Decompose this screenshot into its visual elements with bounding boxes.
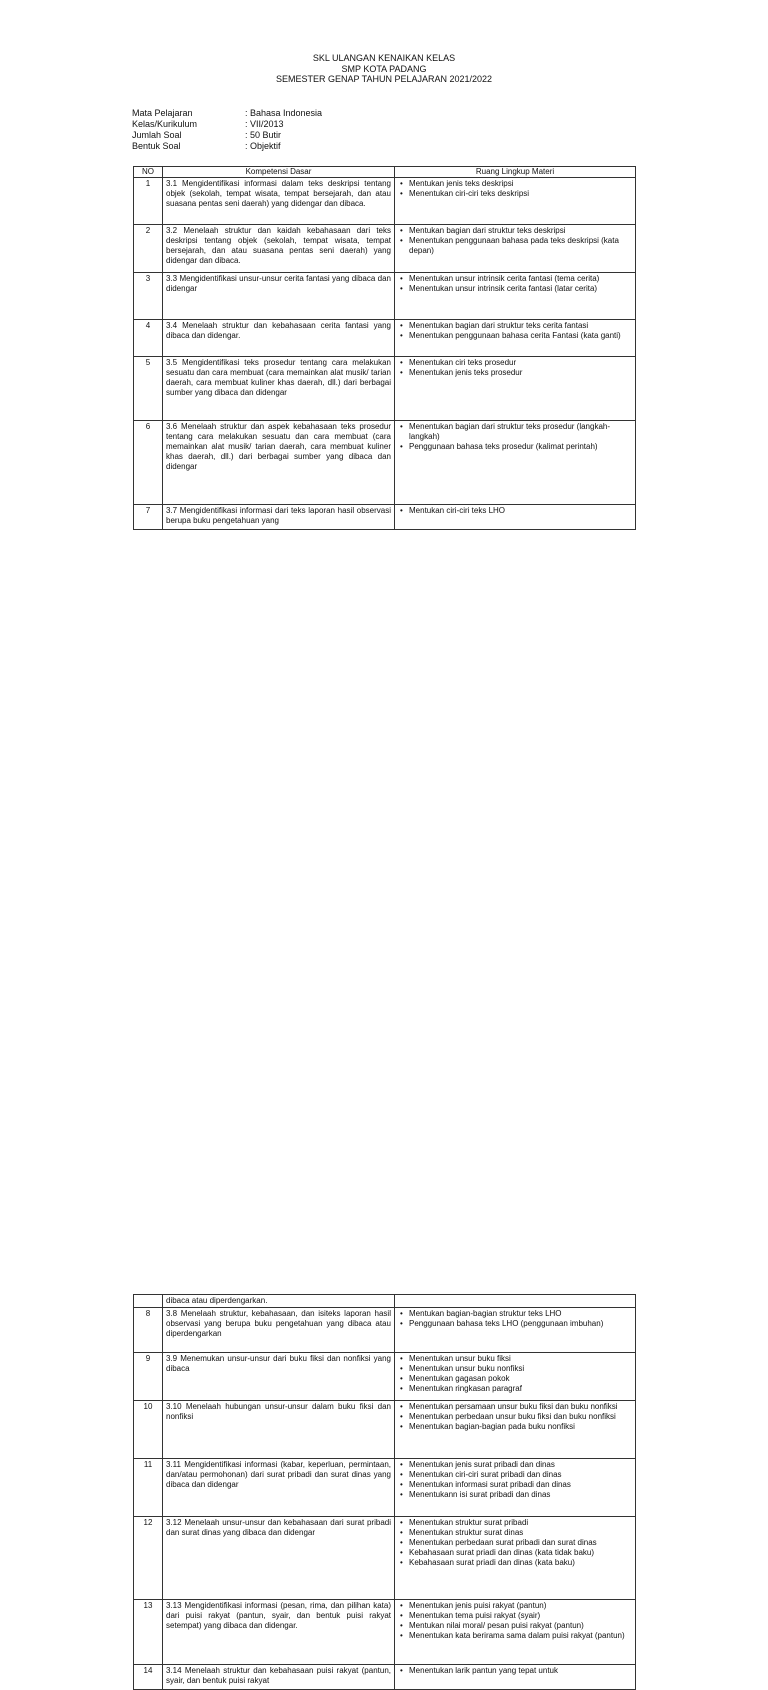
materi-item: • Menentukan bagian dari struktur teks prosedur (langkah-langkah) bbox=[398, 422, 632, 442]
materi-item: • Menentukan kata berirama sama dalam puisi rakyat (pantun) bbox=[398, 1631, 632, 1641]
materi-item: • Menentukan perbedaan surat pribadi dan surat dinas bbox=[398, 1538, 632, 1548]
competency-table-page-1 bbox=[133, 166, 636, 530]
row-number: 10 bbox=[134, 1401, 163, 1459]
competency-text: 3.2 Menelaah struktur dan kaidah kebahasaan dari teks deskripsi tentang objek (sekolah, tempat wisata, tempat bersejarah, dan atau suasana pentas seni daerah) yang didengar dan dibaca. bbox=[163, 225, 395, 273]
materi-item: • Menentukan ciri teks prosedur bbox=[398, 358, 632, 368]
materi-item: • Mentukan bagian-bagian struktur teks LHO bbox=[398, 1309, 632, 1319]
row-number: 1 bbox=[134, 178, 163, 225]
materi-item: • Menentukan bagian-bagian pada buku nonfiksi bbox=[398, 1422, 632, 1432]
materi-list bbox=[398, 506, 632, 516]
materi-item: • Menentukan unsur intrinsik cerita fantasi (tema cerita) bbox=[398, 274, 632, 284]
materi-item: • Menentukan ringkasan paragraf bbox=[398, 1384, 632, 1394]
meta-row bbox=[132, 141, 322, 152]
table-row bbox=[134, 273, 636, 320]
materi-item: • Menentukan penggunaan bahasa pada teks deskripsi (kata depan) bbox=[398, 236, 632, 256]
materi-list bbox=[398, 1402, 632, 1432]
materi-item: • Menentukan bagian dari struktur teks cerita fantasi bbox=[398, 321, 632, 331]
materi-list bbox=[398, 1601, 632, 1641]
row-number: 14 bbox=[134, 1665, 163, 1690]
meta-label: Kelas/Kurikulum bbox=[132, 119, 198, 129]
materi-item: • Menentukan ciri-ciri teks deskripsi bbox=[398, 189, 632, 199]
competency-text: 3.9 Menemukan unsur-unsur dari buku fiksi dan nonfiksi yang dibaca bbox=[163, 1353, 395, 1401]
materi-item: • Mentukan nilai moral/ pesan puisi rakyat (pantun) bbox=[398, 1621, 632, 1631]
materi-item: • Menentukan persamaan unsur buku fiksi dan buku nonfiksi bbox=[398, 1402, 632, 1412]
materi-list bbox=[398, 1309, 632, 1329]
materi-cell bbox=[395, 1600, 636, 1665]
header-kd: Kompetensi Dasar bbox=[163, 167, 395, 178]
row-number: 4 bbox=[134, 320, 163, 357]
materi-item: • Menentukan tema puisi rakyat (syair) bbox=[398, 1611, 632, 1621]
materi-item: • Menentukan perbedaan unsur buku fiksi dan buku nonfiksi bbox=[398, 1412, 632, 1422]
header-school: SMP KOTA PADANG bbox=[341, 63, 427, 74]
table-row bbox=[134, 225, 636, 273]
materi-cell bbox=[395, 1308, 636, 1353]
materi-item: • Menentukan penggunaan bahasa cerita Fantasi (kata ganti) bbox=[398, 331, 632, 341]
row-number: 13 bbox=[134, 1600, 163, 1665]
materi-cell bbox=[395, 273, 636, 320]
row-number: 3 bbox=[134, 273, 163, 320]
header-semester: SEMESTER GENAP TAHUN PELAJARAN 2021/2022 bbox=[275, 74, 493, 84]
row-number: 12 bbox=[134, 1517, 163, 1600]
materi-cell bbox=[395, 1459, 636, 1517]
table-row bbox=[134, 421, 636, 505]
meta-label: Bentuk Soal bbox=[132, 141, 181, 151]
competency-text: 3.8 Menelaah struktur, kebahasaan, dan isiteks laporan hasil observasi yang berupa buku pengetahuan yang dibaca atau diperdengarkan bbox=[163, 1308, 395, 1353]
table-row bbox=[134, 178, 636, 225]
table-row bbox=[134, 505, 636, 530]
materi-item: • Kebahasaan surat priadi dan dinas (kata tidak baku) bbox=[398, 1548, 632, 1558]
materi-list bbox=[398, 321, 632, 341]
materi-item: • Menentukan struktur surat dinas bbox=[398, 1528, 632, 1538]
materi-list bbox=[398, 1518, 632, 1568]
materi-list bbox=[398, 422, 632, 452]
row-number: 7 bbox=[134, 505, 163, 530]
materi-item: • Menentukan ciri-ciri surat pribadi dan dinas bbox=[398, 1470, 632, 1480]
competency-text: 3.6 Menelaah struktur dan aspek kebahasaan teks prosedur tentang cara melakukan sesuatu dan cara membuat (cara memainkan alat musik/ tarian daerah, cara membuat kuliner khas daerah, dll.) dari berbagai sumber yang dibaca dan didengar bbox=[163, 421, 395, 505]
materi-list bbox=[398, 1354, 632, 1394]
competency-text: 3.10 Menelaah hubungan unsur-unsur dalam buku fiksi dan nonfiksi bbox=[163, 1401, 395, 1459]
competency-text: 3.4 Menelaah struktur dan kebahasaan cerita fantasi yang dibaca dan didengar. bbox=[163, 320, 395, 357]
materi-cell bbox=[395, 1665, 636, 1690]
meta-label: Jumlah Soal bbox=[132, 130, 182, 140]
materi-item: • Menentukan jenis puisi rakyat (pantun) bbox=[398, 1601, 632, 1611]
materi-item: • Menentukan informasi surat pribadi dan dinas bbox=[398, 1480, 632, 1490]
materi-cell bbox=[395, 225, 636, 273]
table-header-row bbox=[134, 167, 636, 178]
materi-item: • Menentukann isi surat pribadi dan dinas bbox=[398, 1490, 632, 1500]
materi-item: • Penggunaan bahasa teks prosedur (kalimat perintah) bbox=[398, 442, 632, 452]
header-no: NO bbox=[134, 167, 163, 178]
competency-text: 3.11 Mengidentifikasi informasi (kabar, keperluan, permintaan, dan/atau permohonan) dari surat pribadi dan surat dinas yang dibaca dan didengar bbox=[163, 1459, 395, 1517]
meta-value: : 50 Butir bbox=[245, 130, 282, 140]
document-meta bbox=[132, 108, 322, 152]
document-header bbox=[0, 53, 768, 85]
materi-list bbox=[398, 274, 632, 294]
meta-value: : Bahasa Indonesia bbox=[245, 108, 323, 118]
materi-item: • Mentukan bagian dari struktur teks deskripsi bbox=[398, 226, 632, 236]
materi-item: • Menentukan jenis surat pribadi dan dinas bbox=[398, 1460, 632, 1470]
header-materi: Ruang Lingkup Materi bbox=[395, 167, 636, 178]
table-row bbox=[134, 1401, 636, 1459]
materi-item: • Menentukan unsur buku nonfiksi bbox=[398, 1364, 632, 1374]
materi-item: • Menentukan unsur intrinsik cerita fantasi (latar cerita) bbox=[398, 284, 632, 294]
table-row bbox=[134, 1353, 636, 1401]
materi-cell bbox=[395, 1517, 636, 1600]
row-no bbox=[134, 1295, 163, 1308]
table-row bbox=[134, 320, 636, 357]
materi-item: • Penggunaan bahasa teks LHO (penggunaan imbuhan) bbox=[398, 1319, 632, 1329]
continuation-row bbox=[134, 1295, 636, 1308]
materi-list bbox=[398, 179, 632, 199]
row-materi bbox=[395, 1295, 636, 1308]
competency-text: 3.13 Mengidentifikasi informasi (pesan, rima, dan pilihan kata) dari puisi rakyat (pantun, syair, dan bentuk puisi rakyat setempat) yang dibaca dan didengar. bbox=[163, 1600, 395, 1665]
materi-cell bbox=[395, 421, 636, 505]
materi-cell bbox=[395, 505, 636, 530]
competency-text: 3.14 Menelaah struktur dan kebahasaan puisi rakyat (pantun, syair, dan bentuk puisi rakyat bbox=[163, 1665, 395, 1690]
materi-item: • Mentukan jenis teks deskripsi bbox=[398, 179, 632, 189]
table-row bbox=[134, 1308, 636, 1353]
competency-table-page-2 bbox=[133, 1294, 636, 1690]
row-number: 2 bbox=[134, 225, 163, 273]
materi-item: • Menentukan jenis teks prosedur bbox=[398, 368, 632, 378]
materi-item: • Kebahasaan surat priadi dan dinas (kata baku) bbox=[398, 1558, 632, 1568]
competency-text: 3.5 Mengidentifikasi teks prosedur tentang cara melakukan sesuatu dan cara membuat (cara memainkan alat musik/ tarian daerah, cara membuat kuliner khas daerah, dll.) dari berbagai sumber yang dibaca dan didengar bbox=[163, 357, 395, 421]
materi-item: • Menentukan unsur buku fiksi bbox=[398, 1354, 632, 1364]
meta-row bbox=[132, 130, 322, 141]
row-number: 5 bbox=[134, 357, 163, 421]
row-number: 9 bbox=[134, 1353, 163, 1401]
competency-text: 3.7 Mengidentifikasi informasi dari teks laporan hasil observasi berupa buku pengetahuan yang bbox=[163, 505, 395, 530]
materi-list bbox=[398, 226, 632, 256]
materi-cell bbox=[395, 1401, 636, 1459]
table-row bbox=[134, 1600, 636, 1665]
table-row bbox=[134, 1459, 636, 1517]
materi-item: • Menentukan struktur surat pribadi bbox=[398, 1518, 632, 1528]
table-row bbox=[134, 1517, 636, 1600]
materi-item: • Menentukan gagasan pokok bbox=[398, 1374, 632, 1384]
row-number: 6 bbox=[134, 421, 163, 505]
materi-cell bbox=[395, 178, 636, 225]
table-row bbox=[134, 1665, 636, 1690]
materi-cell bbox=[395, 1353, 636, 1401]
materi-list bbox=[398, 1666, 632, 1676]
competency-text: 3.3 Mengidentifikasi unsur-unsur cerita fantasi yang dibaca dan didengar bbox=[163, 273, 395, 320]
materi-list bbox=[398, 358, 632, 378]
header-title: SKL ULANGAN KENAIKAN KELAS bbox=[312, 53, 456, 63]
materi-cell bbox=[395, 320, 636, 357]
competency-text: 3.12 Menelaah unsur-unsur dan kebahasaan dari surat pribadi dan surat dinas yang dibaca dan didengar bbox=[163, 1517, 395, 1600]
row-number: 11 bbox=[134, 1459, 163, 1517]
materi-cell bbox=[395, 357, 636, 421]
table-row bbox=[134, 357, 636, 421]
meta-value: : Objektif bbox=[245, 141, 281, 151]
page-2-clip bbox=[0, 647, 768, 1685]
row-number: 8 bbox=[134, 1308, 163, 1353]
meta-value: : VII/2013 bbox=[245, 119, 284, 129]
meta-label: Mata Pelajaran bbox=[132, 108, 193, 118]
meta-row bbox=[132, 108, 322, 119]
materi-item: • Menentukan larik pantun yang tepat untuk bbox=[398, 1666, 632, 1676]
competency-text: 3.1 Mengidentifikasi informasi dalam teks deskripsi tentang objek (sekolah, tempat wisata, tempat bersejarah, dan atau suasana pentas seni daerah) yang didengar dan dibaca. bbox=[163, 178, 395, 225]
meta-row bbox=[132, 119, 322, 130]
materi-item: • Mentukan ciri-ciri teks LHO bbox=[398, 506, 632, 516]
continuation-text: dibaca atau diperdengarkan. bbox=[163, 1295, 395, 1308]
materi-list bbox=[398, 1460, 632, 1500]
